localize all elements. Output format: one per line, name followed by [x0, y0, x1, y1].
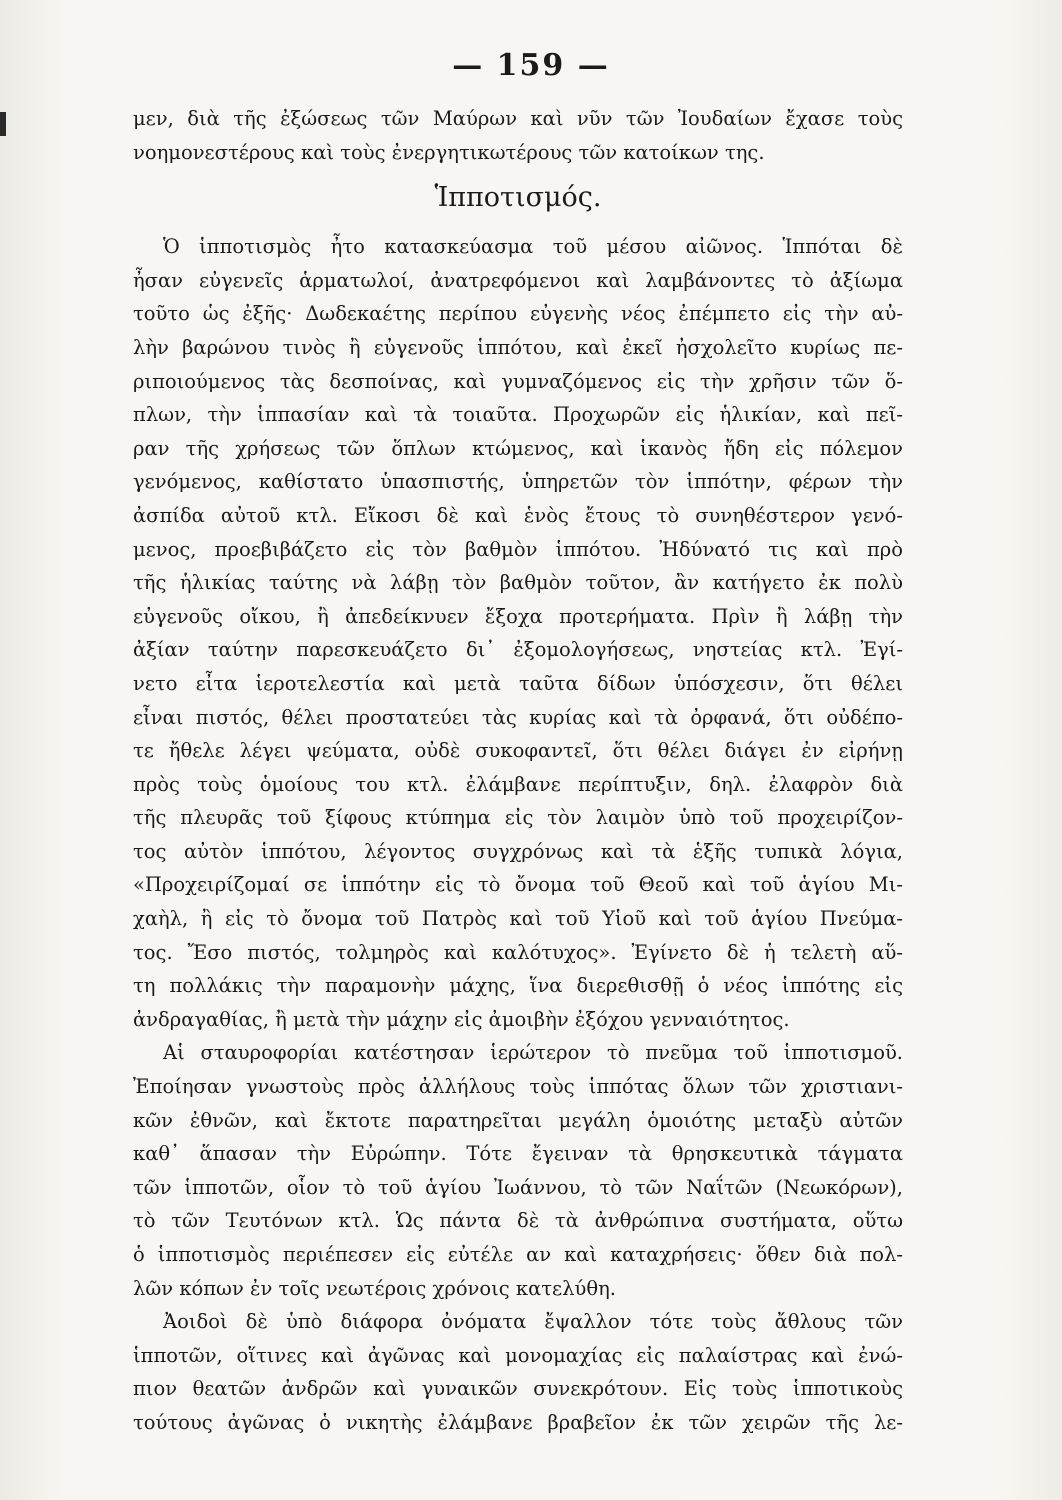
text-line: ριποιούμενος τὰς δεσποίνας, καὶ γυμναζόμενος εἰς τὴν χρῆσιν τῶν ὅ-: [133, 369, 903, 393]
text-line: καθ᾽ ἅπασαν τὴν Εὐρώπην. Τότε ἔγειναν τὰ θρησκευτικὰ τάγματα: [133, 1142, 903, 1166]
text-line: πρὸς τοὺς ὁμοίους του κτλ. ἐλάμβανε περίπτυξιν, δηλ. ἐλαφρὸν διὰ: [133, 772, 903, 796]
text-line: κῶν ἐθνῶν, καὶ ἔκτοτε παρατηρεῖται μεγάλη ὁμοιότης μεταξὺ αὐτῶν: [133, 1108, 903, 1132]
text-line: ραν τῆς χρήσεως τῶν ὅπλων κτώμενος, καὶ ἱκανὸς ἤδη εἰς πόλεμον: [133, 436, 903, 460]
text-line: εἶναι πιστός, θέλει προστατεύει τὰς κυρίας καὶ τὰ ὀρφανά, ὅτι οὐδέπο-: [133, 705, 903, 729]
text-line: πλων, τὴν ἱππασίαν καὶ τὰ τοιαῦτα. Προχωρῶν εἰς ἡλικίαν, καὶ πεῖ-: [133, 403, 903, 427]
text-line: τούτους ἀγῶνας ὁ νικητὴς ἐλάμβανε βραβεῖον ἐκ τῶν χειρῶν τῆς λε-: [133, 1410, 903, 1434]
binding-edge-mark: [0, 112, 6, 136]
text-line: τος αὐτὸν ἱππότου, λέγοντος συγχρόνως καὶ τὰ ἑξῆς τυπικὰ λόγια,: [133, 839, 903, 863]
page-text: [133, 102, 903, 1440]
text-line: γενόμενος, καθίστατο ὑπασπιστής, ὑπηρετῶν τὸν ἱππότην, φέρων τὴν: [133, 470, 903, 494]
paragraph-continued: [133, 102, 903, 169]
text-line: λὴν βαρώνου τινὸς ἢ εὐγενοῦς ἱππότου, καὶ ἐκεῖ ἠσχολεῖτο κυρίως πε-: [133, 335, 903, 359]
text-line: Ἐποίησαν γνωστοὺς πρὸς ἀλλήλους τοὺς ἱππότας ὅλων τῶν χριστιανι-: [133, 1075, 903, 1099]
text-line: τοῦτο ὡς ἐξῆς· Δωδεκαέτης περίπου εὐγενὴς νέος ἐπέμπετο εἰς τὴν αὐ-: [133, 302, 903, 326]
text-line: τε ἤθελε λέγει ψεύματα, οὐδὲ συκοφαντεῖ, ὅτι θέλει διάγει ἐν εἰρήνῃ: [133, 739, 903, 763]
text-line: ἦσαν εὐγενεῖς ἁρματωλοί, ἀνατρεφόμενοι καὶ λαμβάνοντες τὸ ἀξίωμα: [133, 268, 903, 292]
text-line: τῆς πλευρᾶς τοῦ ξίφους κτύπημα εἰς τὸν λαιμὸν ὑπὸ τοῦ προχειρίζον-: [133, 806, 903, 830]
page-number: — 159 —: [452, 48, 610, 83]
text-line: λῶν κόπων ἐν τοῖς νεωτέροις χρόνοις κατελύθη.: [133, 1276, 616, 1300]
section-title: Ἱπποτισμός.: [434, 182, 602, 214]
text-line: Ὁ ἱπποτισμὸς ἦτο κατασκεύασμα τοῦ μέσου αἰῶνος. Ἱππόται δὲ: [163, 235, 903, 259]
text-line: χαὴλ, ἢ εἰς τὸ ὄνομα τοῦ Πατρὸς καὶ τοῦ Υἱοῦ καὶ τοῦ ἁγίου Πνεύμα-: [133, 907, 903, 931]
text-line: τῶν ἱπποτῶν, οἷον τὸ τοῦ ἁγίου Ἰωάννου, τὸ τῶν Ναΐτῶν (Νεωκόρων),: [133, 1175, 903, 1199]
text-line: νοημονεστέρους καὶ τοὺς ἐνεργητικωτέρους τῶν κατοίκων της.: [133, 140, 765, 164]
text-line: τῆς ἡλικίας ταύτης νὰ λάβῃ τὸν βαθμὸν τοῦτον, ἂν κατήγετο ἐκ πολὺ: [133, 571, 903, 595]
text-line: ἀξίαν ταύτην παρεσκευάζετο δι᾽ ἐξομολογήσεως, νηστείας κτλ. Ἐγί-: [133, 638, 903, 662]
text-line: τη πολλάκις τὴν παραμονὴν μάχης, ἵνα διερεθισθῇ ὁ νέος ἱππότης εἰς: [133, 974, 903, 998]
paragraph-3: [133, 1305, 903, 1439]
text-line: ὁ ἱπποτισμὸς περιέπεσεν εἰς εὐτέλε αν καὶ καταχρήσεις· ὅθεν διὰ πολ-: [133, 1243, 903, 1266]
text-line: «Προχειρίζομαί σε ἱππότην εἰς τὸ ὄνομα τοῦ Θεοῦ καὶ τοῦ ἁγίου Μι-: [133, 873, 903, 897]
text-line: τὸ τῶν Τευτόνων κτλ. Ὡς πάντα δὲ τὰ ἀνθρώπινα συστήματα, οὕτω: [133, 1209, 903, 1233]
text-line: ἱπποτῶν, οἵτινες καὶ ἀγῶνας καὶ μονομαχίας εἰς παλαίστρας καὶ ἐνώ-: [133, 1343, 903, 1367]
text-line: ἀσπίδα αὐτοῦ κτλ. Εἴκοσι δὲ καὶ ἑνὸς ἔτους τὸ συνηθέστερον γενό-: [133, 503, 903, 527]
text-line: Ἀοιδοὶ δὲ ὑπὸ διάφορα ὀνόματα ἔψαλλον τότε τοὺς ἄθλους τῶν: [163, 1310, 903, 1334]
text-line: εὐγενοῦς οἴκου, ἢ ἀπεδείκνυεν ἔξοχα προτερήματα. Πρὶν ἢ λάβῃ τὴν: [133, 604, 903, 628]
text-line: μενος, προεβιβάζετο εἰς τὸν βαθμὸν ἱππότου. Ἠδύνατό τις καὶ πρὸ: [133, 537, 903, 561]
text-line: τος. Ἔσο πιστός, τολμηρὸς καὶ καλότυχος». Ἐγίνετο δὲ ἡ τελετὴ αὕ-: [133, 940, 903, 964]
text-line: μεν, διὰ τῆς ἐξώσεως τῶν Μαύρων καὶ νῦν τῶν Ἰουδαίων ἔχασε τοὺς: [133, 107, 903, 130]
text-line: πιον θεατῶν ἀνδρῶν καὶ γυναικῶν συνεκρότουν. Εἰς τοὺς ἱπποτικοὺς: [133, 1377, 903, 1401]
text-line: ἀνδραγαθίας, ἢ μετὰ τὴν μάχην εἰς ἀμοιβὴν ἐξόχου γενναιότητος.: [133, 1007, 790, 1031]
text-line: νετο εἶτα ἱεροτελεστία καὶ μετὰ ταῦτα δίδων ὑπόσχεσιν, ὅτι θέλει: [133, 671, 903, 695]
text-line: Αἱ σταυροφορίαι κατέστησαν ἱερώτερον τὸ πνεῦμα τοῦ ἱπποτισμοῦ.: [163, 1041, 903, 1065]
paragraph-2: [133, 1036, 903, 1305]
paragraph-1: [133, 230, 903, 1036]
